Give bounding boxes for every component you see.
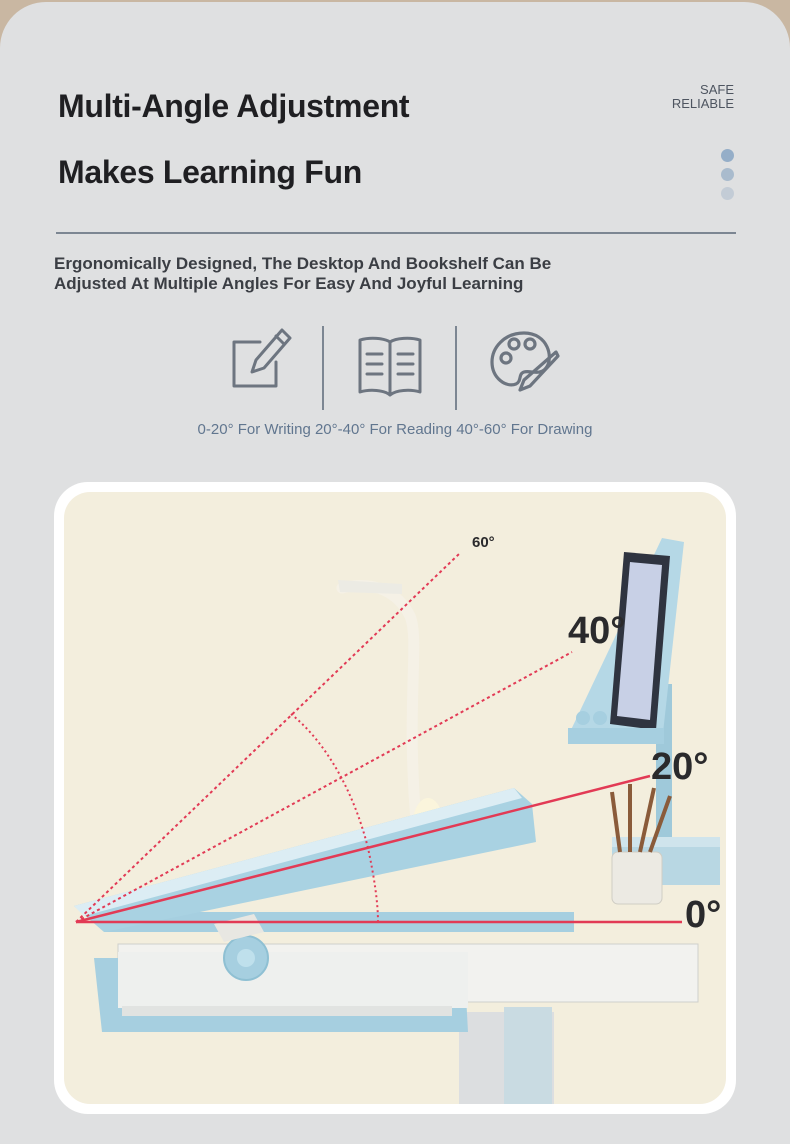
mode-icons <box>220 324 580 414</box>
content-card <box>0 2 790 1144</box>
page-title-line2: Makes Learning Fun <box>58 154 362 190</box>
angle-mode-caption: 0-20° For Writing 20°-40° For Reading 40°-60° For Drawing <box>197 421 593 438</box>
product-illustration-frame <box>54 482 736 1114</box>
icon-separator-1 <box>322 326 324 410</box>
angle-label-0: 0° <box>685 894 722 936</box>
desk-angle-diagram <box>64 492 726 1104</box>
angle-label-60: 60° <box>472 534 495 551</box>
description-line2: Adjusted At Multiple Angles For Easy And Joyful Learning <box>54 274 524 293</box>
paint-palette-icon <box>488 328 560 403</box>
drawer-rail <box>122 1006 452 1016</box>
badge-safe: SAFE <box>700 82 734 97</box>
angle-label-20: 20° <box>651 746 709 788</box>
safety-badge <box>672 83 734 111</box>
dot-3 <box>721 187 734 200</box>
ray-20 <box>76 776 650 922</box>
lamp-arm <box>342 586 416 822</box>
dot-1 <box>721 149 734 162</box>
pencil-paper-icon <box>228 324 294 395</box>
divider-line <box>56 232 736 234</box>
description <box>54 254 654 294</box>
badge-reliable: RELIABLE <box>671 96 734 111</box>
pen-holder <box>612 852 662 904</box>
book-stand-ledge <box>568 728 664 744</box>
dot-2 <box>721 168 734 181</box>
angle-label-40: 40° <box>568 610 626 652</box>
stand-knob-left <box>576 711 590 725</box>
page-title-line1: Multi-Angle Adjustment <box>58 88 410 124</box>
stand-knob-right <box>593 711 607 725</box>
angle-arc <box>291 714 378 922</box>
description-line1: Ergonomically Designed, The Desktop And Bookshelf Can Be <box>54 254 552 273</box>
open-book-icon <box>356 332 424 405</box>
knob-center <box>237 949 255 967</box>
drawer-front <box>118 952 468 1008</box>
lamp-head <box>338 580 402 594</box>
desk-illustration <box>64 492 726 1104</box>
icon-separator-2 <box>455 326 457 410</box>
decorative-dots <box>721 149 735 206</box>
desk-leg-sleeve <box>504 1007 552 1104</box>
